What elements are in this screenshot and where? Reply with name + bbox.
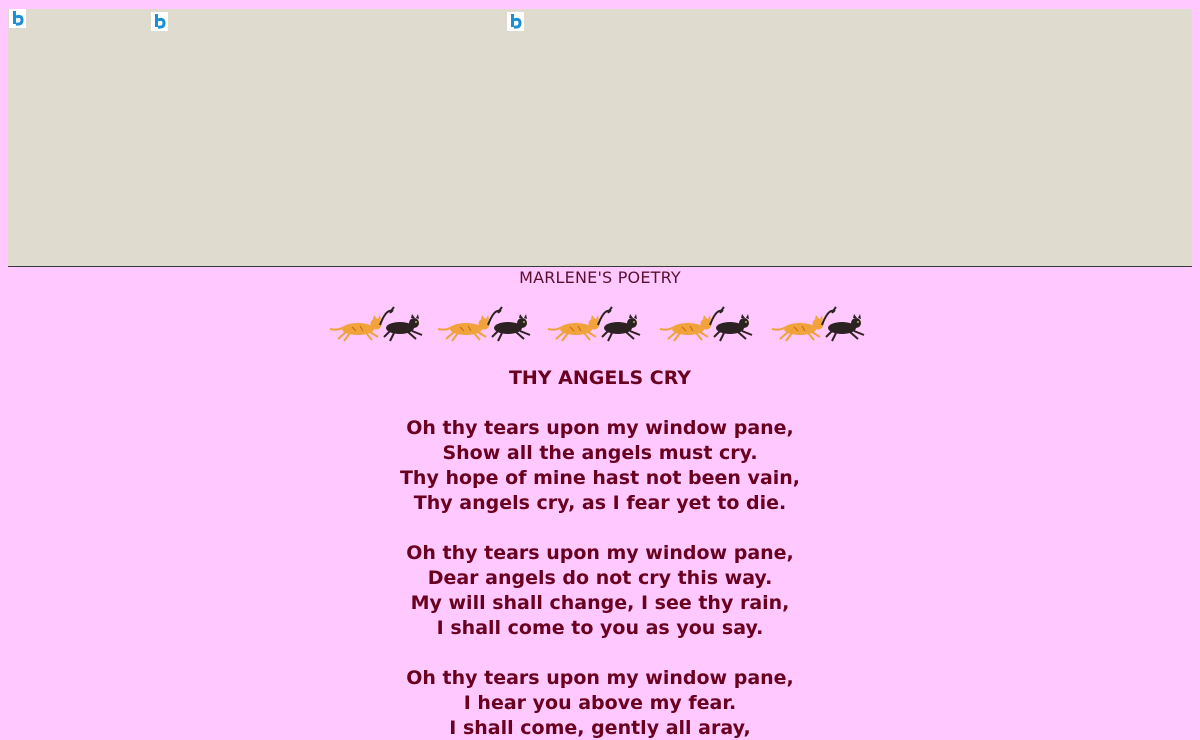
broken-image-icon[interactable] bbox=[9, 9, 26, 28]
poem-line: I hear you above my fear. bbox=[463, 692, 737, 714]
poem-title: THY ANGELS CRY bbox=[508, 367, 692, 389]
broken-image-icon[interactable] bbox=[507, 12, 524, 31]
banner-ad-area bbox=[8, 9, 1192, 267]
poem-line: I shall come, gently all aray, bbox=[449, 717, 751, 739]
cat-chasing-cat-icon bbox=[658, 305, 758, 347]
poem-line: Oh thy tears upon my window pane, bbox=[406, 417, 794, 439]
cat-divider bbox=[328, 305, 873, 347]
poem-line: Oh thy tears upon my window pane, bbox=[406, 542, 794, 564]
poem-line: I shall come to you as you say. bbox=[436, 617, 764, 639]
poem-line: Dear angels do not cry this way. bbox=[427, 567, 773, 589]
poem-line: Thy angels cry, as I fear yet to die. bbox=[413, 492, 787, 514]
broken-image-icon[interactable] bbox=[151, 12, 168, 31]
poem-line: Show all the angels must cry. bbox=[442, 442, 758, 464]
poem-line: Oh thy tears upon my window pane, bbox=[406, 667, 794, 689]
cat-chasing-cat-icon bbox=[546, 305, 646, 347]
stanza-gap bbox=[0, 516, 1200, 541]
cat-chasing-cat-icon bbox=[770, 305, 870, 347]
poem-line: My will shall change, I see thy rain, bbox=[410, 592, 790, 614]
stanza-gap bbox=[0, 641, 1200, 666]
cat-chasing-cat-icon bbox=[328, 305, 428, 347]
site-title: MARLENE'S POETRY bbox=[519, 268, 681, 287]
poem bbox=[0, 366, 1200, 740]
stanza-gap bbox=[0, 391, 1200, 416]
poem-line: Thy hope of mine hast not been vain, bbox=[399, 467, 801, 489]
cat-chasing-cat-icon bbox=[436, 305, 536, 347]
